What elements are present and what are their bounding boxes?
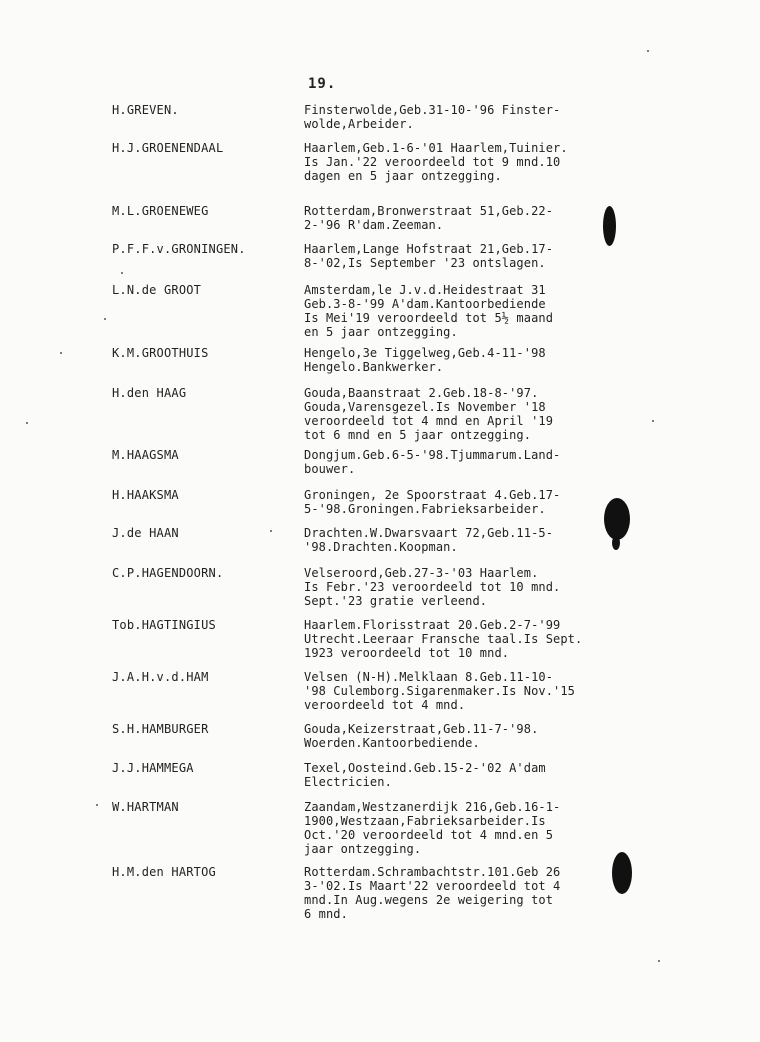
scan-speck xyxy=(658,960,660,962)
ink-blot xyxy=(612,852,632,894)
entry-details xyxy=(304,204,604,232)
entry-detail-line: veroordeeld tot 4 mnd. xyxy=(304,698,466,712)
entry-details xyxy=(304,283,604,339)
entry-detail-line: Gouda,Baanstraat 2.Geb.18-8-'97. xyxy=(304,386,539,400)
scan-speck xyxy=(96,804,98,806)
entry-detail-line: 6 mnd. xyxy=(304,907,348,921)
entry-detail-line: Oct.'20 veroordeeld tot 4 mnd.en 5 xyxy=(304,828,554,842)
entry-details xyxy=(304,618,604,660)
entry-details xyxy=(304,526,604,554)
page-number: 19. xyxy=(308,76,337,92)
entry-name: W.HARTMAN xyxy=(112,800,179,814)
entry-name: J.A.H.v.d.HAM xyxy=(112,670,209,684)
entry-name: H.den HAAG xyxy=(112,386,187,400)
entry-detail-line: Drachten.W.Dwarsvaart 72,Geb.11-5- xyxy=(304,526,554,540)
scan-speck xyxy=(60,352,62,354)
entry-detail-line: Sept.'23 gratie verleend. xyxy=(304,594,488,608)
entry-detail-line: Is Mei'19 veroordeeld tot 5½ maand xyxy=(304,311,554,325)
entry-detail-line: Utrecht.Leeraar Fransche taal.Is Sept. xyxy=(304,632,583,646)
entry-name: H.GREVEN. xyxy=(112,103,179,117)
entry-detail-line: Amsterdam,le J.v.d.Heidestraat 31 xyxy=(304,283,546,297)
entry-detail-line: Gouda,Keizerstraat,Geb.11-7-'98. xyxy=(304,722,539,736)
entry-detail-line: Hengelo,3e Tiggelweg,Geb.4-11-'98 xyxy=(304,346,546,360)
entry-detail-line: Texel,Oosteind.Geb.15-2-'02 A'dam xyxy=(304,761,546,775)
entry-detail-line: Woerden.Kantoorbediende. xyxy=(304,736,480,750)
entry-detail-line: 1923 veroordeeld tot 10 mnd. xyxy=(304,646,510,660)
ink-blot xyxy=(604,498,630,540)
entry-name: M.HAAGSMA xyxy=(112,448,179,462)
entry-detail-line: 8-'02,Is September '23 ontslagen. xyxy=(304,256,546,270)
entry-detail-line: Hengelo.Bankwerker. xyxy=(304,360,444,374)
entry-detail-line: bouwer. xyxy=(304,462,356,476)
entry-details xyxy=(304,141,604,183)
entry-name: Tob.HAGTINGIUS xyxy=(112,618,216,632)
entry-name: M.L.GROENEWEG xyxy=(112,204,209,218)
entry-detail-line: Zaandam,Westzanerdijk 216,Geb.16-1- xyxy=(304,800,561,814)
entry-detail-line: Rotterdam,Bronwerstraat 51,Geb.22- xyxy=(304,204,554,218)
entry-detail-line: dagen en 5 jaar ontzegging. xyxy=(304,169,502,183)
entry-detail-line: Groningen, 2e Spoorstraat 4.Geb.17- xyxy=(304,488,561,502)
ink-blot xyxy=(603,206,616,246)
entry-detail-line: 3-'02.Is Maart'22 veroordeeld tot 4 xyxy=(304,879,561,893)
entry-name: J.de HAAN xyxy=(112,526,179,540)
entry-detail-line: Gouda,Varensgezel.Is November '18 xyxy=(304,400,546,414)
scan-speck xyxy=(121,272,123,274)
entry-detail-line: Rotterdam.Schrambachtstr.101.Geb 26 xyxy=(304,865,561,879)
entry-details xyxy=(304,566,604,608)
entry-detail-line: tot 6 mnd en 5 jaar ontzegging. xyxy=(304,428,532,442)
entry-detail-line: wolde,Arbeider. xyxy=(304,117,414,131)
scan-speck xyxy=(647,50,649,52)
entry-name: H.J.GROENENDAAL xyxy=(112,141,224,155)
entry-detail-line: veroordeeld tot 4 mnd en April '19 xyxy=(304,414,554,428)
entry-details xyxy=(304,488,604,516)
scan-speck xyxy=(270,530,272,532)
entry-detail-line: Haarlem,Geb.1-6-'01 Haarlem,Tuinier. xyxy=(304,141,568,155)
entry-details xyxy=(304,722,604,750)
entry-details xyxy=(304,103,604,131)
entry-detail-line: Haarlem,Lange Hofstraat 21,Geb.17- xyxy=(304,242,554,256)
entry-detail-line: Velsen (N-H).Melklaan 8.Geb.11-10- xyxy=(304,670,554,684)
entry-detail-line: 1900,Westzaan,Fabrieksarbeider.Is xyxy=(304,814,546,828)
entry-name: P.F.F.v.GRONINGEN. xyxy=(112,242,246,256)
entry-name: C.P.HAGENDOORN. xyxy=(112,566,224,580)
entry-detail-line: Velseroord,Geb.27-3-'03 Haarlem. xyxy=(304,566,539,580)
entry-detail-line: '98.Drachten.Koopman. xyxy=(304,540,458,554)
entry-details xyxy=(304,242,604,270)
entry-name: H.M.den HARTOG xyxy=(112,865,216,879)
ink-blot xyxy=(612,536,620,550)
entry-details xyxy=(304,386,604,442)
entry-name: K.M.GROOTHUIS xyxy=(112,346,209,360)
entry-details xyxy=(304,865,604,921)
entry-detail-line: 2-'96 R'dam.Zeeman. xyxy=(304,218,444,232)
entry-details xyxy=(304,670,604,712)
entry-detail-line: mnd.In Aug.wegens 2e weigering tot xyxy=(304,893,554,907)
entry-detail-line: Is Febr.'23 veroordeeld tot 10 mnd. xyxy=(304,580,561,594)
entry-detail-line: '98 Culemborg.Sigarenmaker.Is Nov.'15 xyxy=(304,684,576,698)
entry-detail-line: Dongjum.Geb.6-5-'98.Tjummarum.Land- xyxy=(304,448,561,462)
scan-speck xyxy=(26,422,28,424)
entry-detail-line: Is Jan.'22 veroordeeld tot 9 mnd.10 xyxy=(304,155,561,169)
scan-speck xyxy=(652,420,654,422)
entry-details xyxy=(304,346,604,374)
entry-name: L.N.de GROOT xyxy=(112,283,202,297)
entry-details xyxy=(304,448,604,476)
scan-speck xyxy=(104,318,106,320)
entry-details xyxy=(304,800,604,856)
entry-detail-line: 5-'98.Groningen.Fabrieksarbeider. xyxy=(304,502,546,516)
entry-detail-line: en 5 jaar ontzegging. xyxy=(304,325,458,339)
entry-details xyxy=(304,761,604,789)
entry-detail-line: Geb.3-8-'99 A'dam.Kantoorbediende xyxy=(304,297,546,311)
entry-name: J.J.HAMMEGA xyxy=(112,761,194,775)
entry-name: H.HAAKSMA xyxy=(112,488,179,502)
entry-name: S.H.HAMBURGER xyxy=(112,722,209,736)
entry-detail-line: Finsterwolde,Geb.31-10-'96 Finster- xyxy=(304,103,561,117)
entry-detail-line: Electricien. xyxy=(304,775,392,789)
entry-detail-line: jaar ontzegging. xyxy=(304,842,422,856)
entry-detail-line: Haarlem.Florisstraat 20.Geb.2-7-'99 xyxy=(304,618,561,632)
